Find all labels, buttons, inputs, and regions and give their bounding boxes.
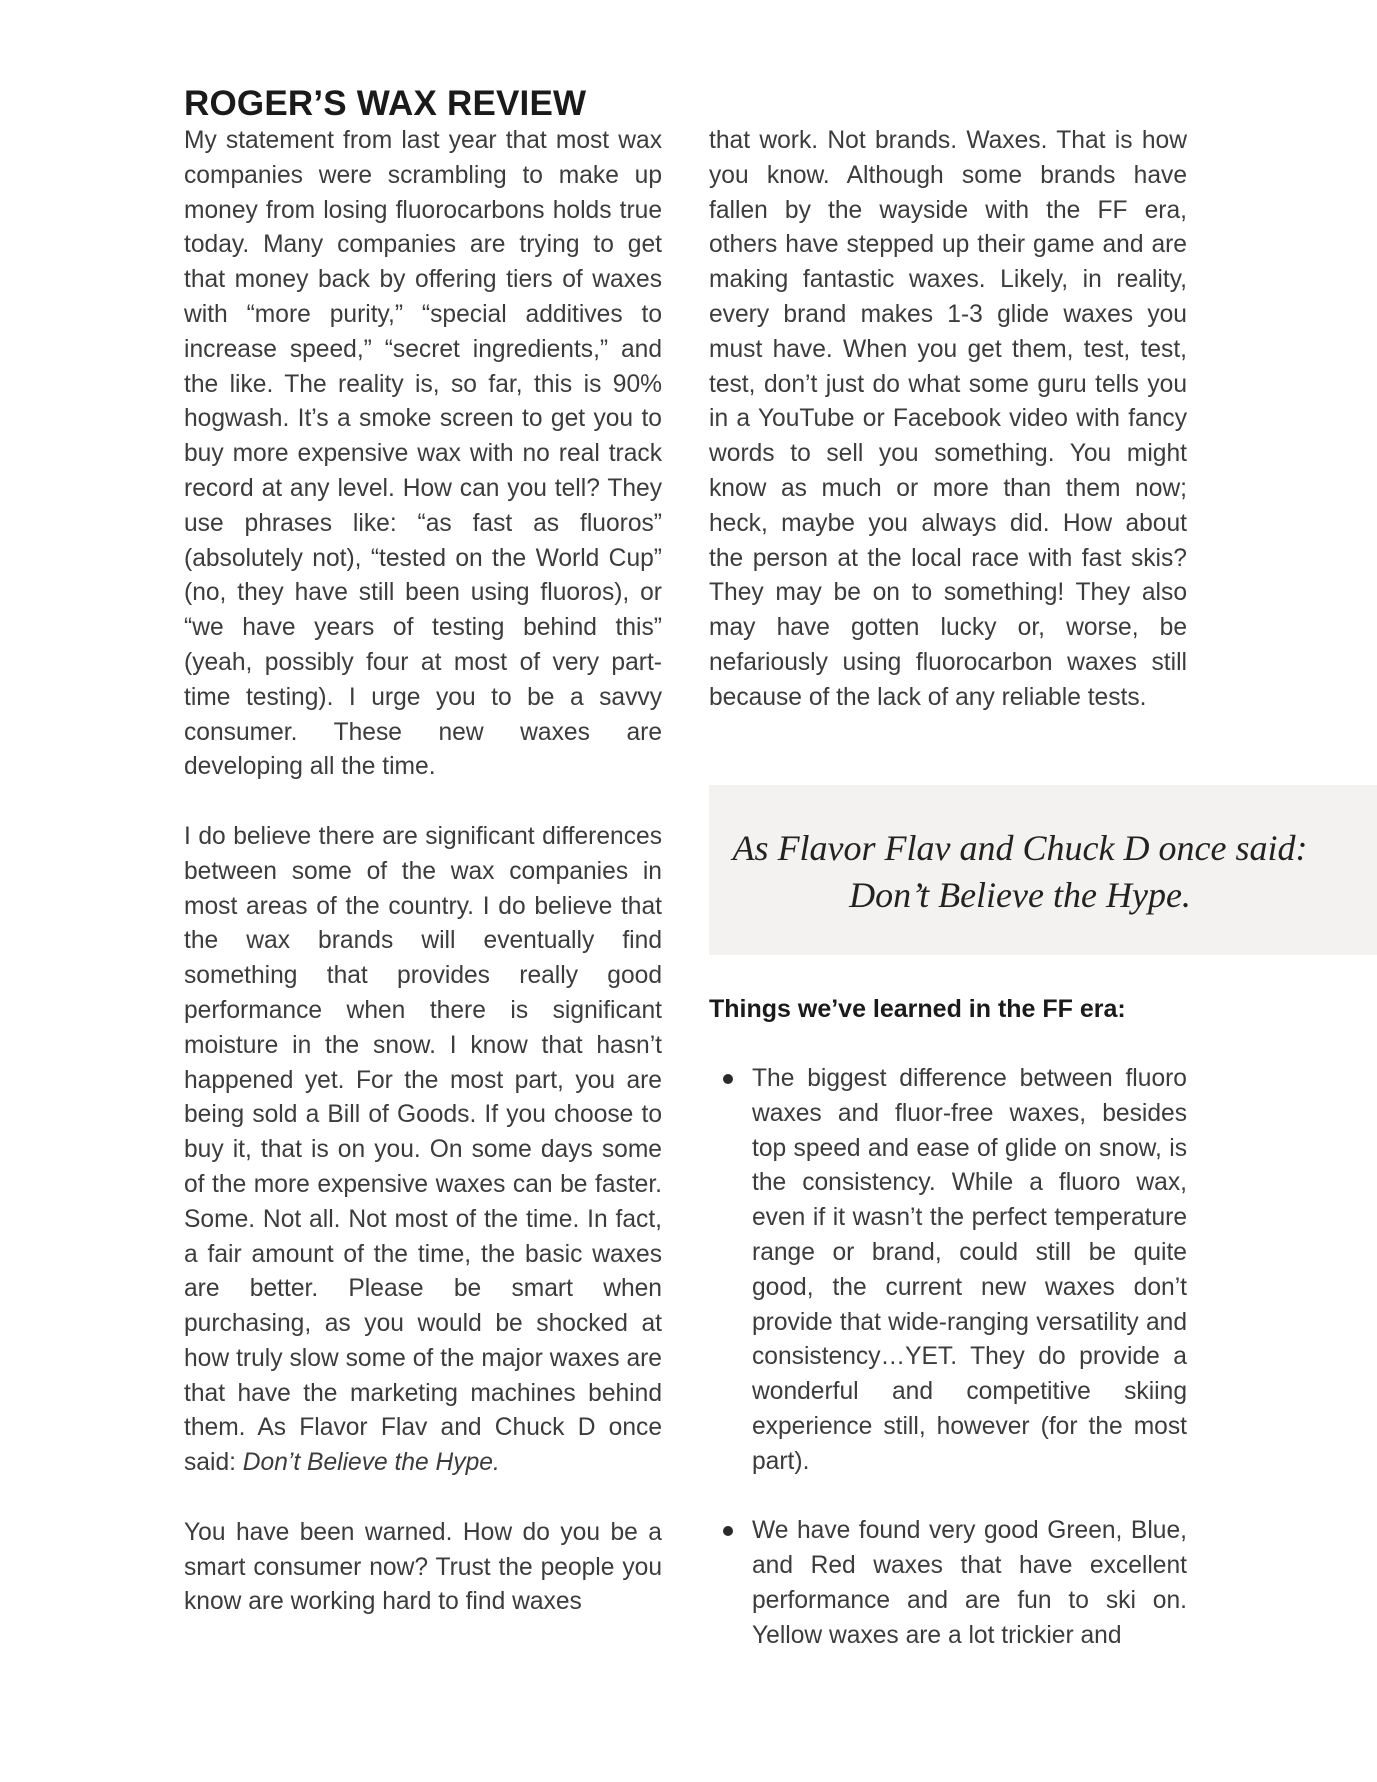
pull-quote-box [709,785,1377,955]
paragraph-gap [184,1481,662,1516]
bullet-list [709,1062,1187,1654]
right-column [709,124,1187,716]
pull-quote-text: As Flavor Flav and Chuck D once said: Don’t Believe the Hype. [732,828,1308,915]
paragraph: My statement from last year that most wax companies were scrambling to make up money from losing fluorocarbons holds true today. Many companies are trying to get that money back by offering tiers of waxes with “more purity,” “special additives to increase speed,” “secret ingredients,” and the like. The reality is, so far, this is 90% hogwash. It’s a smoke screen to get you to buy more expensive wax with no real track record at any level. How can you tell? They use phrases like: “as fast as fluoros” (absolutely not), “tested on the World Cup” (no, they have still been using fluoros), or “we have years of testing behind this” (yeah, possibly four at most of very part-time testing). I urge you to be a savvy consumer. These new waxes are developing all the time. [184,127,662,781]
article-title: ROGER’S WAX REVIEW [184,84,587,123]
italic-quote: Don’t Believe the Hype. [242,1449,500,1477]
left-column [184,124,662,1620]
paragraph-text: I do believe there are significant differences between some of the wax companies in most areas of the country. I do believe that the wax brands will eventually find something that provides really good performance when there is significant moisture in the snow. I know that hasn’t happened yet. For the most part, you are being sold a Bill of Goods. If you choose to buy it, that is on you. On some days some of the more expensive waxes can be faster. Some. Not all. Not most of the time. In fact, a fair amount of the time, the basic waxes are better. Please be smart when purchasing, as you would be shocked at how truly slow some of the major waxes are that have the marketing machines behind them. As Flavor Flav and Chuck D once said: [184,822,662,1477]
list-item [709,1514,1187,1653]
bullet-icon [723,1526,733,1536]
list-item-text: The biggest difference between fluoro waxes and fluor-free waxes, besides top speed and ease of glide on snow, is the consistency. While a fluoro wax, even if it wasn’t the perfect temperature range or brand, could still be quite good, the current new waxes don’t provide that wide-ranging versatility and consistency…YET. They do provide a wonderful and competitive skiing experience still, however (for the most part). [752,1065,1187,1475]
list-item-text: We have found very good Green, Blue, and Red waxes that have excellent performance and are fun to ski on. Yellow waxes are a lot trickier and [752,1517,1187,1649]
list-item [709,1062,1187,1480]
list-heading: Things we’ve learned in the FF era: [709,995,1126,1023]
paragraph [184,820,662,1481]
paragraph: You have been warned. How do you be a smart consumer now? Trust the people you know are working hard to find waxes [184,1518,662,1616]
paragraph-gap [184,785,662,820]
bullet-icon [723,1074,733,1084]
paragraph: that work. Not brands. Waxes. That is how you know. Although some brands have fallen by the wayside with the FF era, others have stepped up their game and are making fantastic waxes. Likely, in reality, every brand makes 1-3 glide waxes you must have. When you get them, test, test, test, don’t just do what some guru tells you in a YouTube or Facebook video with fancy words to sell you something. You might know as much or more than them now; heck, maybe you always did. How about the person at the local race with fast skis? They may be on to something! They also may have gotten lucky or, worse, be nefariously using fluorocarbon waxes still because of the lack of any reliable tests. [709,127,1187,711]
